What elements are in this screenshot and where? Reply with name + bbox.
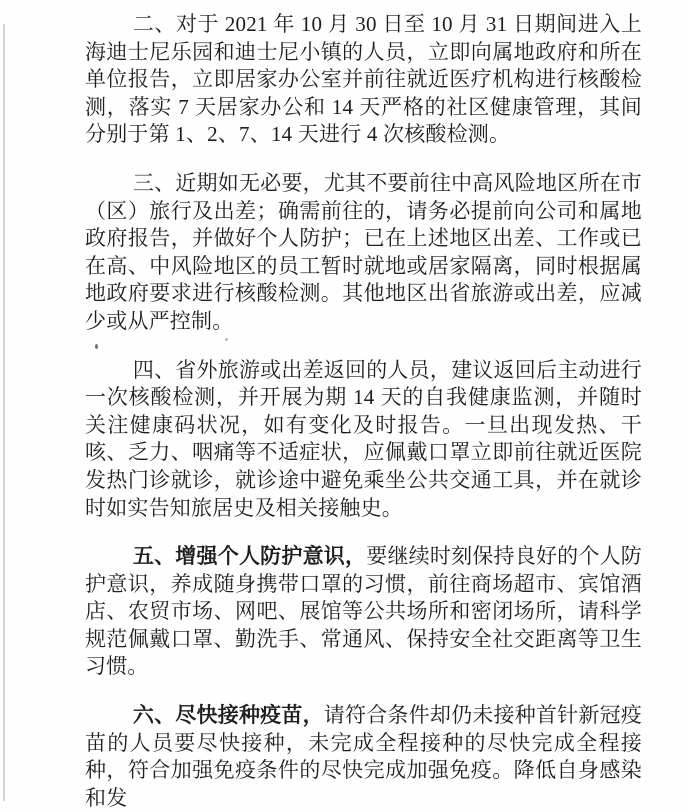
scan-edge-line (3, 24, 5, 801)
paragraph-section-5 (85, 543, 642, 681)
paragraph-body: 要继续时刻保持良好的个人防护意识，养成随身携带口罩的习惯，前往商场超市、宾馆酒店、农贸市场、网吧、展馆等公共场所和密闭场所，请科学规范佩戴口罩、勤洗手、常通风、保持安全社交距离等卫生习惯。 (85, 544, 642, 679)
paragraph-body: 二、对于 2021 年 10 月 30 日至 10 月 31 日期间进入上海迪士尼乐园和迪士尼小镇的人员，立即向属地政府和所在单位报告，立即居家办公室并前往就近医疗机构进行核酸检测，落实 7 天居家办公和 14 天严格的社区健康管理，其间分别于第 1、2、7、14 天进行 4 次核酸检测。 (85, 12, 642, 147)
paragraph-bold-lead: 六、尽快接种疫苗， (132, 703, 324, 728)
paragraph-body: 三、近期如无必要，尤其不要前往中高风险地区所在市（区）旅行及出差；确需前往的，请务必提前向公司和属地政府报告，并做好个人防护；已在上述地区出差、工作或已在高、中风险地区的员工暂时就地或居家隔离，同时根据属地政府要求进行核酸检测。其他地区出省旅游或出差，应减少或从严控制。 (85, 170, 642, 333)
paragraph-body: 四、省外旅游或出差返回的人员，建议返回后主动进行一次核酸检测，并开展为期 14 天的自我健康监测，并随时关注健康码状况，如有变化及时报告。一旦出现发热、干咳、乏力、咽痛等不适症状，应佩戴口罩立即前往就近医院发热门诊就诊，就诊途中避免乘坐公共交通工具，并在就诊时如实告知旅居史及相关接触史。 (85, 357, 642, 520)
paragraph-bold-lead: 五、增强个人防护意识， (132, 544, 367, 569)
paragraph-section-2 (85, 11, 642, 149)
document-text-block (85, 11, 642, 812)
paragraph-section-6 (85, 702, 642, 812)
paragraph-section-3 (85, 170, 642, 336)
paragraph-section-4 (85, 357, 642, 523)
paragraph-body: 请符合条件却仍未接种首针新冠疫苗的人员要尽快接种，未完成全程接种的尽快完成全程接种，符合加强免疫条件的尽快完成加强免疫。降低自身感染和发 (85, 703, 642, 810)
scan-speck-artifact (95, 344, 98, 349)
scan-speck-artifact (225, 338, 228, 341)
